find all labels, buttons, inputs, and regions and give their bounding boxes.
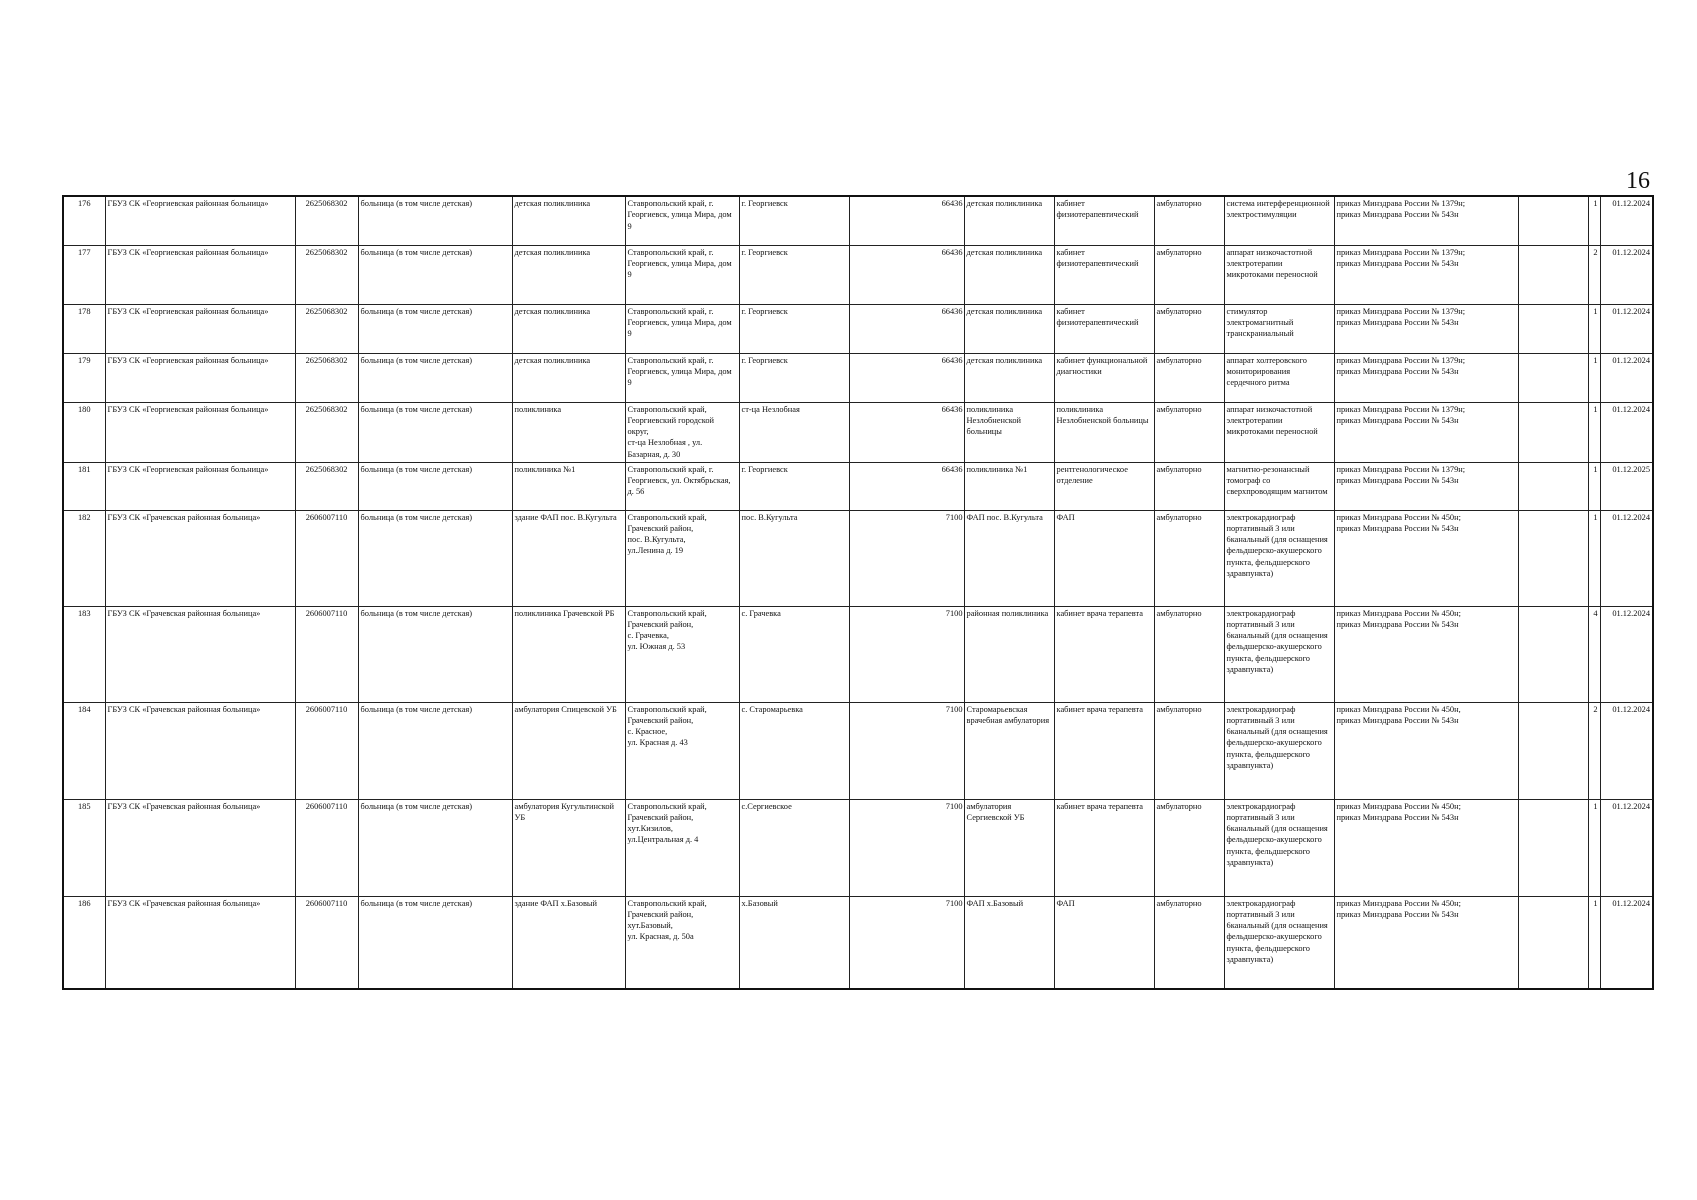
care-mode-cell: амбулаторно [1154,896,1224,989]
organization-cell: ГБУЗ СК «Георгиевская районная больница» [105,196,295,245]
table-body [63,196,1653,989]
date-cell: 01.12.2024 [1600,304,1653,353]
order-cell: приказ Минздрава России № 450н, приказ Минздрава России № 543н [1334,702,1518,799]
equipment-cell: аппарат низкочастотной электротерапии микротоками переносной [1224,402,1334,462]
organization-cell: ГБУЗ СК «Грачевская районная больница» [105,702,295,799]
row-number-cell: 183 [63,606,105,702]
care-mode-cell: амбулаторно [1154,606,1224,702]
empty-cell [1518,702,1588,799]
order-cell: приказ Минздрава России № 450н; приказ Минздрава России № 543н [1334,510,1518,606]
inn-cell: 2606007110 [295,799,358,896]
empty-cell [1518,896,1588,989]
quantity-cell: 4 [1588,606,1600,702]
subunit-cell: детская поликлиника [964,245,1054,304]
organization-cell: ГБУЗ СК «Георгиевская районная больница» [105,462,295,510]
organization-cell: ГБУЗ СК «Георгиевская районная больница» [105,402,295,462]
facility-type-cell: больница (в том числе детская) [358,196,512,245]
row-number-cell: 182 [63,510,105,606]
inn-cell: 2606007110 [295,896,358,989]
room-cell: ФАП [1054,510,1154,606]
care-mode-cell: амбулаторно [1154,304,1224,353]
row-number-cell: 181 [63,462,105,510]
locality-cell: пос. В.Кугульта [739,510,849,606]
facility-type-cell: больница (в том числе детская) [358,896,512,989]
empty-cell [1518,245,1588,304]
code-cell: 66436 [849,304,964,353]
date-cell: 01.12.2024 [1600,702,1653,799]
subunit-cell: ФАП х.Базовый [964,896,1054,989]
date-cell: 01.12.2024 [1600,353,1653,402]
equipment-cell: система интерференционной электростимуляции [1224,196,1334,245]
equipment-cell: электрокардиограф портативный 3 или 6канальный (для оснащения фельдшерско-акушерского пункта, фельдшерского здравпункта) [1224,510,1334,606]
subunit-cell: детская поликлиника [964,196,1054,245]
table-row [63,702,1653,799]
quantity-cell: 2 [1588,702,1600,799]
date-cell: 01.12.2024 [1600,606,1653,702]
date-cell: 01.12.2025 [1600,462,1653,510]
code-cell: 7100 [849,702,964,799]
subunit-cell: ФАП пос. В.Кугульта [964,510,1054,606]
care-mode-cell: амбулаторно [1154,245,1224,304]
locality-cell: с.Сергиевское [739,799,849,896]
order-cell: приказ Минздрава России № 450н; приказ Минздрава России № 543н [1334,606,1518,702]
empty-cell [1518,402,1588,462]
address-cell: Ставропольский край, Грачевский район, хут.Базовый, ул. Красная, д. 50а [625,896,739,989]
date-cell: 01.12.2024 [1600,799,1653,896]
facility-type-cell: больница (в том числе детская) [358,245,512,304]
order-cell: приказ Минздрава России № 1379н; приказ Минздрава России № 543н [1334,304,1518,353]
code-cell: 7100 [849,799,964,896]
room-cell: кабинет физиотерапевтический [1054,196,1154,245]
table-row [63,245,1653,304]
equipment-cell: электрокардиограф портативный 3 или 6канальный (для оснащения фельдшерско-акушерского пункта, фельдшерского здравпункта) [1224,606,1334,702]
date-cell: 01.12.2024 [1600,896,1653,989]
locality-cell: г. Георгиевск [739,462,849,510]
order-cell: приказ Минздрава России № 1379н; приказ Минздрава России № 543н [1334,402,1518,462]
empty-cell [1518,606,1588,702]
empty-cell [1518,304,1588,353]
code-cell: 66436 [849,245,964,304]
inn-cell: 2606007110 [295,510,358,606]
address-cell: Ставропольский край, г. Георгиевск, ул. Октябрьская, д. 56 [625,462,739,510]
code-cell: 66436 [849,196,964,245]
equipment-cell: магнитно-резонансный томограф со сверхпроводящим магнитом [1224,462,1334,510]
care-mode-cell: амбулаторно [1154,353,1224,402]
row-number-cell: 178 [63,304,105,353]
equipment-registry-table [62,195,1654,990]
order-cell: приказ Минздрава России № 1379н; приказ Минздрава России № 543н [1334,196,1518,245]
structural-unit-cell: детская поликлиника [512,353,625,402]
locality-cell: г. Георгиевск [739,196,849,245]
care-mode-cell: амбулаторно [1154,702,1224,799]
locality-cell: с. Старомарьевка [739,702,849,799]
subunit-cell: поликлиника Незлобненской больницы [964,402,1054,462]
quantity-cell: 1 [1588,402,1600,462]
locality-cell: г. Георгиевск [739,353,849,402]
subunit-cell: Старомарьевская врачебная амбулатория [964,702,1054,799]
organization-cell: ГБУЗ СК «Георгиевская районная больница» [105,304,295,353]
subunit-cell: детская поликлиника [964,353,1054,402]
table-row [63,196,1653,245]
inn-cell: 2625068302 [295,462,358,510]
locality-cell: ст-ца Незлобная [739,402,849,462]
structural-unit-cell: здание ФАП пос. В.Кугульта [512,510,625,606]
room-cell: кабинет врача терапевта [1054,606,1154,702]
inn-cell: 2625068302 [295,304,358,353]
quantity-cell: 1 [1588,462,1600,510]
inn-cell: 2625068302 [295,402,358,462]
locality-cell: х.Базовый [739,896,849,989]
quantity-cell: 1 [1588,196,1600,245]
structural-unit-cell: поликлиника [512,402,625,462]
locality-cell: г. Георгиевск [739,304,849,353]
date-cell: 01.12.2024 [1600,196,1653,245]
address-cell: Ставропольский край, г. Георгиевск, улица Мира, дом 9 [625,304,739,353]
subunit-cell: детская поликлиника [964,304,1054,353]
table-row [63,896,1653,989]
inn-cell: 2625068302 [295,353,358,402]
order-cell: приказ Минздрава России № 450н; приказ Минздрава России № 543н [1334,799,1518,896]
room-cell: поликлиника Незлобненской больницы [1054,402,1154,462]
inn-cell: 2606007110 [295,702,358,799]
facility-type-cell: больница (в том числе детская) [358,702,512,799]
structural-unit-cell: детская поликлиника [512,196,625,245]
equipment-cell: аппарат холтеровского мониторирования сердечного ритма [1224,353,1334,402]
quantity-cell: 1 [1588,510,1600,606]
code-cell: 7100 [849,606,964,702]
facility-type-cell: больница (в том числе детская) [358,304,512,353]
address-cell: Ставропольский край, Георгиевский городской округ, ст-ца Незлобная , ул. Базарная, д. 30 [625,402,739,462]
code-cell: 66436 [849,353,964,402]
care-mode-cell: амбулаторно [1154,510,1224,606]
equipment-cell: электрокардиограф портативный 3 или 6канальный (для оснащения фельдшерско-акушерского пункта, фельдшерского здравпункта) [1224,896,1334,989]
row-number-cell: 180 [63,402,105,462]
care-mode-cell: амбулаторно [1154,799,1224,896]
table-row [63,402,1653,462]
quantity-cell: 2 [1588,245,1600,304]
row-number-cell: 179 [63,353,105,402]
inn-cell: 2625068302 [295,196,358,245]
address-cell: Ставропольский край, г. Георгиевск, улица Мира, дом 9 [625,245,739,304]
address-cell: Ставропольский край, г. Георгиевск, улица Мира, дом 9 [625,196,739,245]
empty-cell [1518,353,1588,402]
equipment-cell: стимулятор электромагнитный транскраниальный [1224,304,1334,353]
facility-type-cell: больница (в том числе детская) [358,799,512,896]
room-cell: рентгенологическое отделение [1054,462,1154,510]
equipment-cell: аппарат низкочастотной электротерапии микротоками переносной [1224,245,1334,304]
inn-cell: 2606007110 [295,606,358,702]
quantity-cell: 1 [1588,353,1600,402]
care-mode-cell: амбулаторно [1154,462,1224,510]
structural-unit-cell: амбулатория Спицевской УБ [512,702,625,799]
organization-cell: ГБУЗ СК «Георгиевская районная больница» [105,353,295,402]
table-row [63,462,1653,510]
room-cell: кабинет врача терапевта [1054,702,1154,799]
code-cell: 66436 [849,402,964,462]
locality-cell: с. Грачевка [739,606,849,702]
row-number-cell: 177 [63,245,105,304]
row-number-cell: 185 [63,799,105,896]
table-row [63,606,1653,702]
subunit-cell: районная поликлиника [964,606,1054,702]
quantity-cell: 1 [1588,896,1600,989]
organization-cell: ГБУЗ СК «Грачевская районная больница» [105,896,295,989]
organization-cell: ГБУЗ СК «Георгиевская районная больница» [105,245,295,304]
row-number-cell: 186 [63,896,105,989]
table-row [63,510,1653,606]
quantity-cell: 1 [1588,304,1600,353]
room-cell: кабинет физиотерапевтический [1054,304,1154,353]
table-row [63,353,1653,402]
facility-type-cell: больница (в том числе детская) [358,402,512,462]
organization-cell: ГБУЗ СК «Грачевская районная больница» [105,510,295,606]
empty-cell [1518,462,1588,510]
care-mode-cell: амбулаторно [1154,402,1224,462]
date-cell: 01.12.2024 [1600,402,1653,462]
structural-unit-cell: здание ФАП х.Базовый [512,896,625,989]
order-cell: приказ Минздрава России № 1379н; приказ Минздрава России № 543н [1334,462,1518,510]
order-cell: приказ Минздрава России № 1379н; приказ Минздрава России № 543н [1334,245,1518,304]
facility-type-cell: больница (в том числе детская) [358,462,512,510]
code-cell: 7100 [849,896,964,989]
care-mode-cell: амбулаторно [1154,196,1224,245]
structural-unit-cell: детская поликлиника [512,304,625,353]
code-cell: 66436 [849,462,964,510]
empty-cell [1518,196,1588,245]
address-cell: Ставропольский край, г. Георгиевск, улица Мира, дом 9 [625,353,739,402]
facility-type-cell: больница (в том числе детская) [358,606,512,702]
date-cell: 01.12.2024 [1600,510,1653,606]
structural-unit-cell: поликлиника Грачевской РБ [512,606,625,702]
row-number-cell: 176 [63,196,105,245]
address-cell: Ставропольский край, Грачевский район, пос. В.Кугульта, ул.Ленина д. 19 [625,510,739,606]
row-number-cell: 184 [63,702,105,799]
room-cell: кабинет врача терапевта [1054,799,1154,896]
quantity-cell: 1 [1588,799,1600,896]
equipment-cell: электрокардиограф портативный 3 или 6канальный (для оснащения фельдшерско-акушерского пункта, фельдшерского здравпункта) [1224,799,1334,896]
facility-type-cell: больница (в том числе детская) [358,353,512,402]
order-cell: приказ Минздрава России № 1379н; приказ Минздрава России № 543н [1334,353,1518,402]
empty-cell [1518,510,1588,606]
address-cell: Ставропольский край, Грачевский район, хут.Кизилов, ул.Центральная д. 4 [625,799,739,896]
subunit-cell: амбулатория Сергиевской УБ [964,799,1054,896]
code-cell: 7100 [849,510,964,606]
address-cell: Ставропольский край, Грачевский район, с. Грачевка, ул. Южная д. 53 [625,606,739,702]
table-row [63,304,1653,353]
locality-cell: г. Георгиевск [739,245,849,304]
organization-cell: ГБУЗ СК «Грачевская районная больница» [105,799,295,896]
order-cell: приказ Минздрава России № 450н; приказ Минздрава России № 543н [1334,896,1518,989]
room-cell: ФАП [1054,896,1154,989]
structural-unit-cell: детская поликлиника [512,245,625,304]
empty-cell [1518,799,1588,896]
room-cell: кабинет функциональной диагностики [1054,353,1154,402]
facility-type-cell: больница (в том числе детская) [358,510,512,606]
page-number: 16 [1626,168,1650,194]
table-row [63,799,1653,896]
inn-cell: 2625068302 [295,245,358,304]
subunit-cell: поликлиника №1 [964,462,1054,510]
organization-cell: ГБУЗ СК «Грачевская районная больница» [105,606,295,702]
structural-unit-cell: амбулатория Кугультинской УБ [512,799,625,896]
address-cell: Ставропольский край, Грачевский район, с. Красное, ул. Красная д. 43 [625,702,739,799]
date-cell: 01.12.2024 [1600,245,1653,304]
room-cell: кабинет физиотерапевтический [1054,245,1154,304]
structural-unit-cell: поликлиника №1 [512,462,625,510]
equipment-cell: электрокардиограф портативный 3 или 6канальный (для оснащения фельдшерско-акушерского пункта, фельдшерского здравпункта) [1224,702,1334,799]
